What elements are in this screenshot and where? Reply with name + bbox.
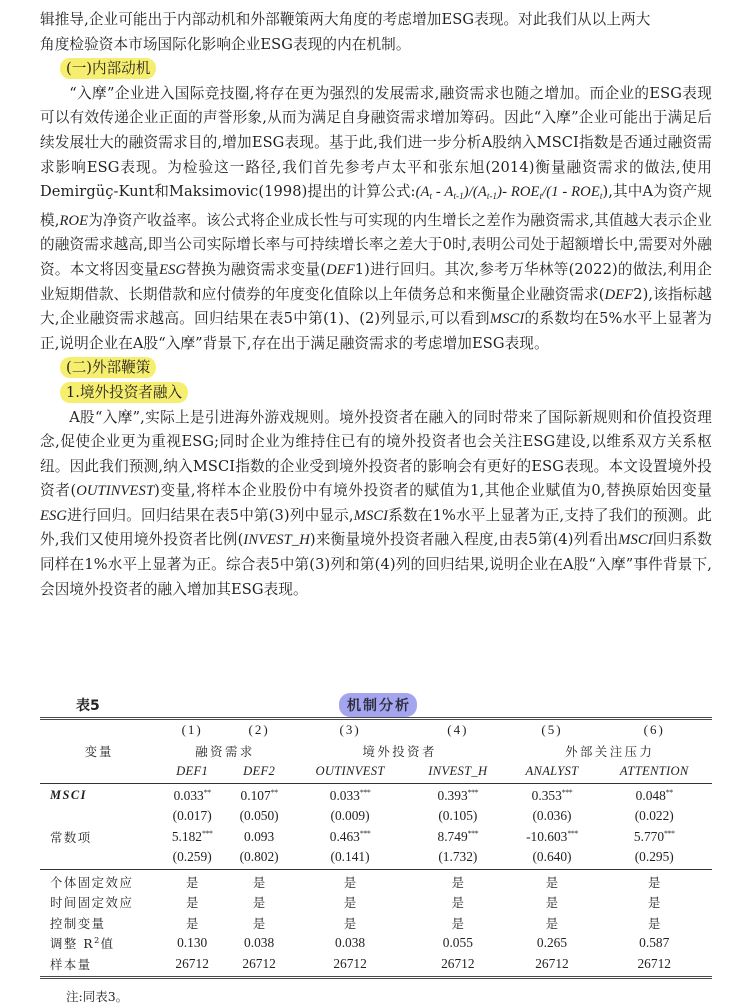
formula-part: /(1 - ROE (542, 184, 600, 201)
table-note: 注:同表3。 (66, 989, 129, 1004)
cell: 是 (252, 874, 266, 890)
table-row-time-fe (40, 892, 712, 913)
table-5 (40, 693, 712, 1005)
paragraph-internal-motive (40, 82, 712, 357)
se-cell: (0.050) (239, 808, 279, 824)
dependent-variable: DEF2 (243, 763, 276, 778)
table-row-msci-se (40, 806, 712, 827)
se-cell: (0.802) (239, 849, 279, 865)
text-segment: 1)进行回归。其次,参考万华林等(2022)的做法,利用企业短期借款、长期借款和应付债券的年度变化值除以上年债务总和来衡量企业融资需求( (40, 260, 712, 303)
table-row-adj-r2 (40, 933, 712, 954)
column-number: (3) (339, 722, 361, 738)
cell: 26712 (333, 955, 367, 971)
column-number: (1) (181, 722, 203, 738)
se-cell: (1.732) (438, 849, 478, 865)
group-header: 融资需求 (195, 743, 255, 759)
text-segment: 为净资产收益率。该公式将企业成长性与可实现的内生增长之差作为融资需求,其值越大表示企业的融资需求越高,即当公司实际增长率与可持续增长率之差大于0时,表明公司处于超额增长中,需要对外融资。本文将因变量 (40, 211, 712, 278)
cell: 是 (343, 895, 357, 911)
text-line: 角度检验资本市场国际化影响企业ESG表现的内在机制。 (40, 35, 411, 53)
cell: 0.038 (335, 935, 366, 951)
cell: 是 (545, 874, 559, 890)
header-rule (40, 783, 712, 784)
cell: 26712 (242, 955, 276, 971)
formula-subscript: t (599, 191, 603, 202)
text-segment: 替换为融资需求变量( (186, 260, 327, 278)
column-number-row (40, 720, 712, 741)
se-cell: (0.036) (532, 808, 572, 824)
text-segment: 的系数均在5%水平上显著为正,说明企业在A股“入摩”背景下,存在出于满足融资需求的考虑增加ESG表现。 (40, 310, 712, 352)
variable-name: MSCI (489, 311, 525, 328)
formula-subscript: t (429, 191, 433, 202)
text-segment: A股“入摩”,实际上是引进海外游戏规则。境外投资者在融入的同时带来了国际新规则和价值投资理念,促使企业更为重视ESG;同时企业为维持住已有的境外投资者也会关注ESG建设,以维系双方关系枢纽。因此我们预测,纳入MSCI指数的企业受到境外投资者的影响会有更好的ESG表现。本文设置境外投资者( (40, 408, 712, 500)
group-header: 外部关注压力 (565, 743, 655, 759)
cell: 是 (185, 915, 199, 931)
formula-subscript: t-1 (453, 191, 464, 202)
coef-cell: 0.393*** (437, 787, 479, 803)
group-header: 境外投资者 (362, 743, 437, 759)
cell: 0.587 (639, 935, 670, 951)
coef-cell: 0.107** (240, 787, 278, 803)
row-label: 常数项 (50, 829, 92, 845)
text-segment: 进行回归。回归结果在表5中第(3)列中显示, (67, 506, 354, 524)
text-segment: 2),该指标越大,企业融资需求越高。回归结果在表5中第(1)、(2)列显示,可以看到 (40, 285, 712, 328)
cell: 是 (451, 915, 465, 931)
dependent-variable: INVEST_H (428, 763, 488, 778)
variable-name: DEF (604, 286, 634, 303)
cell: 是 (545, 895, 559, 911)
cell: 是 (252, 895, 266, 911)
formula-part: - A (432, 184, 454, 201)
column-number: (2) (248, 722, 270, 738)
section-heading-internal-motive (40, 57, 712, 82)
column-number: (5) (541, 722, 563, 738)
variable-name: OUTINVEST (76, 483, 155, 500)
coef-cell: 5.770*** (633, 828, 675, 844)
table-row-const-se (40, 847, 712, 868)
table-row-controls (40, 913, 712, 934)
formula-subscript: t-1 (486, 191, 498, 202)
text-segment: 回归系数同样在1%水平上显著为正。综合表5中第(3)列和第(4)列的回归结果,说明企业在A股“入摩”事件背景下,会因境外投资者的融入增加其ESG表现。 (40, 531, 712, 598)
cell: 0.038 (244, 935, 275, 951)
subsection-heading-foreign-investors (40, 381, 712, 406)
variable-name: DEF (326, 261, 355, 278)
body-rule (40, 869, 712, 870)
formula-part: )- ROE (497, 184, 540, 201)
coef-cell: -10.603*** (526, 828, 578, 844)
table-row-const-coef (40, 827, 712, 848)
paper-body (40, 8, 712, 602)
variable-name: INVEST_H (243, 532, 310, 549)
text-segment: ),其中A为资产规模, (40, 183, 712, 229)
coef-cell: 0.463*** (329, 828, 371, 844)
cell: 是 (185, 895, 199, 911)
cell: 是 (648, 874, 661, 890)
coef-cell: 8.749*** (437, 828, 479, 844)
dependent-variable: ANALYST (525, 763, 579, 778)
table-title-row (40, 693, 712, 715)
text-line: 辑推导,企业可能出于内部动机和外部鞭策两大角度的考虑增加ESG表现。对此我们从以上两大 (40, 11, 651, 28)
dependent-variable: OUTINVEST (315, 763, 385, 778)
cell: 26712 (441, 955, 475, 971)
cell: 0.265 (536, 935, 568, 951)
paragraph-foreign-investors (40, 406, 712, 603)
se-cell: (0.259) (172, 849, 212, 865)
dependent-variable: DEF1 (176, 763, 209, 778)
column-number: (6) (643, 722, 665, 738)
row-label: 样本量 (50, 956, 92, 972)
text-segment: )变量,将样本企业股份中有境外投资者的赋值为1,其他企业赋值为0,替换原始因变量 (154, 482, 712, 500)
dependent-variable: ATTENTION (619, 763, 689, 778)
row-label: 控制变量 (50, 915, 106, 931)
cell: 是 (343, 915, 357, 931)
text-segment: “入摩”企业进入国际竞技圈,将存在更为强烈的发展需求,融资需求也随之增加。而企业的ESG表现可以有效传递企业正面的声誉形象,从而为满足自身融资需求增加筹码。因此“入摩”企业可能出于满足后续发展壮大的融资需求目的,增加ESG表现。基于此,我们进一步分析A股纳入MSCI指数是否通过融资需求影响ESG表现。为检验这一路径,我们首先参考卢太平和张东旭(2014)衡量融资需求的做法,使用Demirgüç-Kunt和Maksimovic(1998)提出的计算公式: (40, 84, 712, 201)
formula-subscript: t (539, 191, 543, 202)
variable-name: ESG (40, 507, 68, 524)
cell: 是 (451, 895, 465, 911)
cell: 是 (648, 895, 661, 911)
se-cell: (0.022) (634, 808, 674, 824)
cell: 26712 (175, 955, 209, 971)
section-heading-external-pressure (40, 356, 712, 381)
coef-cell: 0.033** (173, 787, 211, 803)
row-label: 调整 $R^2$值 (50, 936, 115, 952)
coef-cell: 0.033*** (329, 787, 371, 803)
text-segment: 系数在1%水平上显著为正,支持了我们的预测。此外,我们又使用境外投资者比例( (40, 506, 712, 549)
table-row-msci-coef (40, 786, 712, 807)
cell: 0.055 (442, 935, 473, 951)
highlighted-heading: (二)外部鞭策 (60, 357, 156, 378)
formula-part: )/(A (463, 184, 487, 201)
variable-name: ESG (159, 261, 187, 278)
se-cell: (0.295) (634, 849, 674, 865)
coef-cell: 0.353*** (531, 787, 573, 803)
cell: 是 (252, 915, 266, 931)
cell: 是 (648, 915, 661, 931)
table-caption: 机制分析 (339, 693, 417, 717)
table-row-firm-fe (40, 872, 712, 893)
table-bottom-rule (40, 976, 712, 979)
cell: 是 (545, 915, 559, 931)
row-label: 时间固定效应 (50, 895, 134, 911)
variable-name: ROE (59, 212, 89, 229)
regression-table (40, 720, 712, 974)
group-header-row (40, 741, 712, 762)
cell: 是 (185, 874, 199, 890)
se-cell: (0.640) (532, 849, 572, 865)
cell: 是 (343, 874, 357, 890)
variable-header: 变量 (84, 743, 114, 759)
highlighted-heading: 1.境外投资者融入 (60, 382, 188, 403)
column-number: (4) (447, 722, 469, 738)
table-label: 表5 (76, 698, 100, 714)
row-label: MSCI (50, 788, 87, 803)
dependent-variable-row (40, 761, 712, 782)
coef-cell: 0.048** (635, 787, 673, 803)
cell: 是 (451, 874, 465, 890)
se-cell: (0.017) (172, 808, 212, 824)
table-row-sample-size (40, 954, 712, 975)
coef-cell: 5.182*** (171, 828, 213, 844)
highlighted-heading: (一)内部动机 (60, 58, 156, 79)
se-cell: (0.105) (438, 808, 478, 824)
cell: 26712 (637, 955, 671, 971)
coef-cell: 0.093 (244, 828, 275, 844)
variable-name: MSCI (618, 532, 653, 549)
variable-name: MSCI (353, 507, 389, 524)
se-cell: (0.141) (330, 849, 370, 865)
cell: 26712 (535, 955, 569, 971)
row-label: 个体固定效应 (50, 874, 134, 890)
cell: 0.130 (177, 935, 208, 951)
formula-part: (A (415, 184, 430, 201)
se-cell: (0.009) (330, 808, 370, 824)
paragraph-intro (40, 8, 712, 57)
text-segment: )来衡量境外投资者融入程度,由表5第(4)列看出 (309, 531, 619, 549)
